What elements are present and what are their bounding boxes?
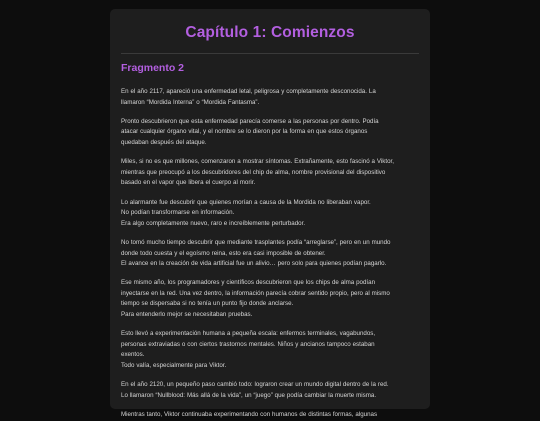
paragraph (121, 380, 419, 401)
paragraph-line: Todo valía, especialmente para Viktor. (121, 362, 227, 370)
paragraph-line: tiempo se dispersaba si no tenía un punto fijo donde anclarse. (121, 300, 294, 308)
paragraph-line: Para entenderlo mejor se necesitaban pruebas. (121, 311, 253, 319)
paragraph-line: personas extraviadas o con ciertos trastornos mentales. Niños y ancianos tampoco estaban (121, 340, 375, 348)
paragraph (121, 117, 419, 149)
paragraph-line: Lo llamaron “Nullblood: Más allá de la vida”, un “juego” que podía cambiar la muerte misma. (121, 391, 377, 399)
paragraph (121, 329, 419, 371)
chapter-card (110, 9, 430, 418)
paragraph-line: En el año 2117, apareció una enfermedad letal, peligrosa y completamente desconocida. La (121, 88, 376, 95)
title-divider (121, 53, 419, 54)
paragraph (121, 410, 419, 421)
paragraph (121, 87, 419, 108)
paragraph-line: quedaban después del ataque. (121, 138, 207, 146)
paragraph-line: exentos. (121, 351, 145, 359)
paragraph-line: Pronto descubrieron que esta enfermedad parecía comerse a las personas por dentro. Podía (121, 117, 379, 125)
chapter-body (121, 87, 419, 421)
chapter-title: Capítulo 1: Comienzos (185, 24, 355, 41)
paragraph-line: Lo alarmante fue descubrir que quienes morían a causa de la Mordida no liberaban vapor. (121, 198, 371, 206)
paragraph-line: En el año 2120, un pequeño paso cambió todo: lograron crear un mundo digital dentro de la red. (121, 381, 389, 389)
paragraph-line: Era algo completamente nuevo, raro e increíblemente perturbador. (121, 219, 306, 227)
paragraph-line: Miles, si no es que millones, comenzaron a mostrar síntomas. Extrañamente, esto fascinó a Viktor, (121, 158, 394, 166)
paragraph-line: No podían transformarse en información. (121, 209, 235, 217)
paragraph-line: atacar cualquier órgano vital, y el nombre se lo dieron por la forma en que estos órganos (121, 128, 368, 136)
paragraph-line: El avance en la creación de vida artificial fue un alivio… pero solo para quienes podían pagarlo. (121, 260, 387, 268)
paragraph (121, 198, 419, 230)
paragraph-line: llamaron “Mordida Interna” o “Mordida Fantasma”. (121, 98, 260, 106)
paragraph-line: No tomó mucho tiempo descubrir que mediante trasplantes podía “arreglarse”, pero en un mundo (121, 238, 391, 246)
paragraph-line: inyectarse en la red. Una vez dentro, la información parecía cobrar sentido propio, pero al mismo (121, 289, 390, 297)
fragment-title: Fragmento 2 (121, 62, 185, 74)
paragraph-line: Ese mismo año, los programadores y científicos descubrieron que los chips de alma podían (121, 279, 376, 287)
paragraph-line: Esto llevó a experimentación humana a pequeña escala: enfermos terminales, vagabundos, (121, 330, 376, 338)
paragraph-line: mientras que preocupó a los descubridores del chip de alma, nombre provisional del dispositivo (121, 168, 386, 176)
paragraph-line: Mientras tanto, Viktor continuaba experimentando con humanos de distintas formas, algunas (121, 411, 378, 418)
paragraph (121, 238, 419, 270)
paragraph (121, 157, 419, 189)
paragraph (121, 278, 419, 320)
paragraph-line: donde todo cuesta y el egoísmo reina, esto era casi imposible de obtener. (121, 249, 326, 257)
paragraph-line: basado en el vapor que libera el cuerpo al morir. (121, 179, 256, 187)
